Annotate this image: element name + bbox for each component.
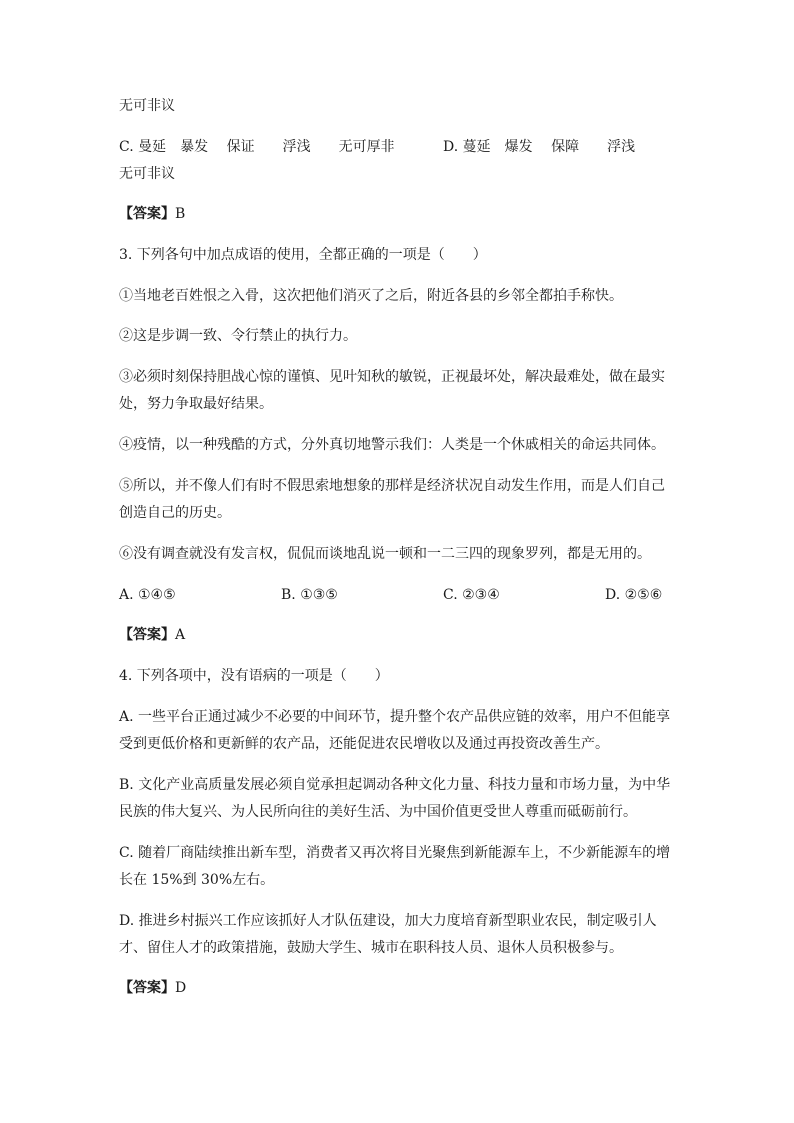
q3-sentence-1: ①当地老百姓恨之入骨，这次把他们消灭了之后，附近各县的乡邻全都拍手称快。 xyxy=(119,288,623,304)
answer-label: 【答案】 xyxy=(119,980,175,996)
q4-option-c-line2: 长在 15%到 30%左右。 xyxy=(119,872,275,888)
q4-stem: 4. 下列各项中，没有语病的一项是（ ） xyxy=(119,668,389,684)
q4-option-b-line1: B. 文化产业高质量发展必须自觉承担起调动各种文化力量、科技力量和市场力量，为中华 xyxy=(119,777,671,793)
q3-sentence-4: ④疫情，以一种残酷的方式，分外真切地警示我们：人类是一个休戚相关的命运共同体。 xyxy=(119,437,665,453)
q3-sentence-6: ⑥没有调查就没有发言权，侃侃而谈地乱说一顿和一二三四的现象罗列，都是无用的。 xyxy=(119,546,651,562)
q3-sentence-5-line2: 创造自己的历史。 xyxy=(119,505,231,521)
q4-option-a-line1: A. 一些平台正通过减少不必要的中间环节，提升整个农产品供应链的效率，用户不但能享 xyxy=(119,709,671,725)
answer-value: A xyxy=(175,627,186,643)
q3-sentence-5-line1: ⑤所以，并不像人们有时不假思索地想象的那样是经济状况自动发生作用，而是人们自己 xyxy=(119,478,665,494)
answer-label: 【答案】 xyxy=(119,206,175,222)
q3-sentence-3-line1: ③必须时刻保持胆战心惊的谨慎、见叶知秋的敏锐，正视最坏处，解决最难处，做在最实 xyxy=(119,369,665,385)
q4-option-d-line2: 才、留住人才的政策措施，鼓励大学生、城市在职科技人员、退休人员积极参与。 xyxy=(119,940,623,956)
q3-option-c: C. ②③④ xyxy=(443,587,500,603)
q3-option-b: B. ①③⑤ xyxy=(281,587,338,603)
answer-label: 【答案】 xyxy=(119,627,175,643)
answer-value: B xyxy=(175,206,186,222)
q3-sentence-3-line2: 处，努力争取最好结果。 xyxy=(119,396,273,412)
q3-stem: 3. 下列各句中加点成语的使用，全都正确的一项是（ ） xyxy=(119,247,487,263)
q3-option-d: D. ②⑤⑥ xyxy=(605,587,663,603)
q2-option-c: C. 曼延 暴发 保证 浮浅 无可厚非 xyxy=(119,139,395,155)
q4-option-a-line2: 受到更低价格和更新鲜的农产品，还能促进农民增收以及通过再投资改善生产。 xyxy=(119,736,609,752)
q4-option-d-line1: D. 推进乡村振兴工作应该抓好人才队伍建设，加大力度培育新型职业农民，制定吸引人 xyxy=(119,913,657,929)
answer-value: D xyxy=(175,980,187,996)
q2-option-b-continuation: 无可非议 xyxy=(119,98,175,114)
q3-sentence-2: ②这是步调一致、令行禁止的执行力。 xyxy=(119,328,357,344)
q4-option-b-line2: 民族的伟大复兴、为人民所向往的美好生活、为中国价值更受世人尊重而砥砺前行。 xyxy=(119,804,637,820)
q3-answer xyxy=(119,626,185,644)
q2-option-d: D. 蔓延 爆发 保障 浮浅 xyxy=(443,139,636,155)
q3-option-a: A. ①④⑤ xyxy=(119,587,176,603)
q2-answer xyxy=(119,205,185,223)
q4-option-c-line1: C. 随着厂商陆续推出新车型，消费者又再次将目光聚焦到新能源车上，不少新能源车的增 xyxy=(119,845,671,861)
q2-option-d-continuation: 无可非议 xyxy=(119,166,175,182)
q4-answer xyxy=(119,979,186,997)
